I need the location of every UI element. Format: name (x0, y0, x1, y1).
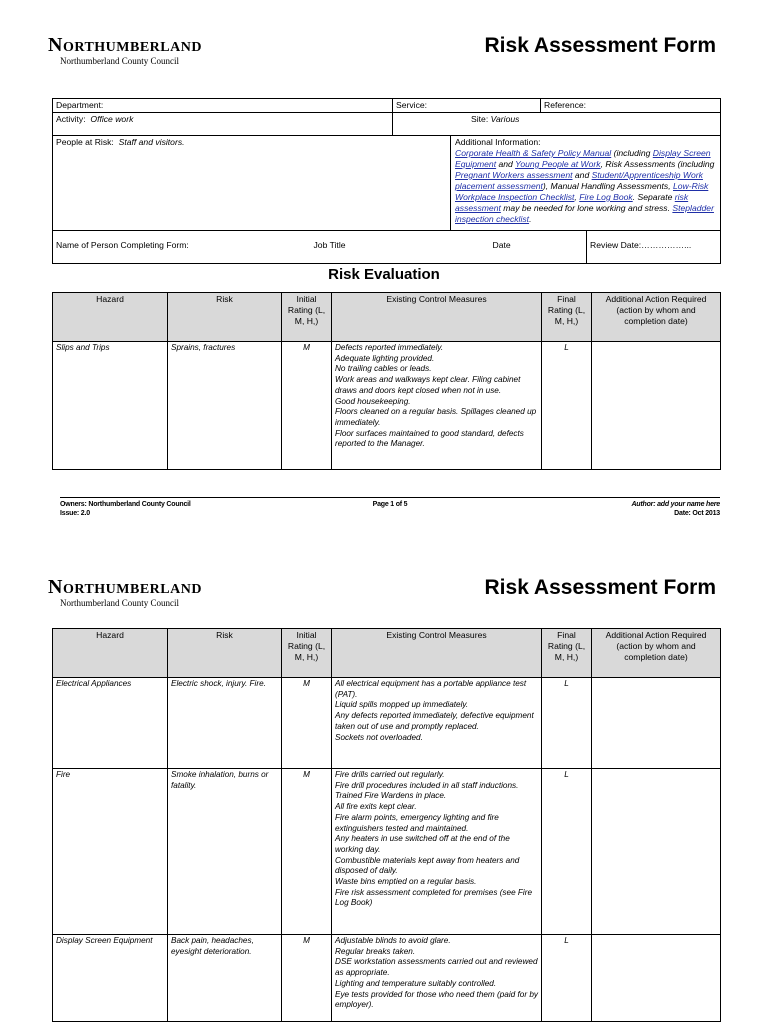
logo-brand: Northumberland (48, 576, 202, 598)
control-measure: Defects reported immediately. (335, 343, 444, 352)
control-measure: Waste bins emptied on a regular basis. (335, 877, 477, 887)
control-measure: Lighting and temperature suitably controlled. (335, 978, 497, 988)
activity-value: Office work (90, 114, 134, 124)
control-measure: Trained Fire Wardens in place. (335, 791, 447, 801)
additional-info-label: Additional Information: (455, 137, 541, 147)
final-rating-cell[interactable]: L (542, 769, 592, 935)
control-measure: Work areas and walkways kept clear. Filing cabinet draws and doors kept closed when not in use. (335, 375, 521, 395)
control-measures-cell[interactable] (332, 342, 542, 470)
header-final-rating: Final Rating (L, M, H,) (542, 293, 592, 342)
header-risk: Risk (168, 293, 282, 342)
link-health-safety-manual[interactable]: Corporate Health & Safety Policy Manual (455, 148, 612, 158)
header-initial-rating: Initial Rating (L, M, H,) (282, 629, 332, 678)
risk-table-page-2 (52, 628, 721, 1022)
service-field[interactable]: Service: (393, 99, 541, 113)
site-value: Various (490, 114, 520, 124)
link-young-people-at-work[interactable]: Young People at Work (515, 159, 601, 169)
reference-field[interactable]: Reference: (541, 99, 721, 113)
header-risk: Risk (168, 629, 282, 678)
control-measure: Combustible materials kept away from heaters and disposed of daily. (335, 855, 520, 876)
additional-information-field: Additional Information: Corporate Health & Safety Policy Manual (including Display Screen Equipment and Young People at Work, Risk Assessments (including Pregnant Workers assessment and Student/Apprenticeship Work placement assessment), Manual Handling Assessments, Low-Risk Workplace Inspection Checklist, Fire Log Book. Separate risk assessment may be needed for lone working and stress. Stepladder inspection checklist. (451, 136, 721, 231)
final-rating-cell[interactable]: L (542, 678, 592, 769)
control-measure: Floor surfaces maintained to good standard, defects reported to the Manager. (335, 428, 524, 449)
link-pregnant-workers[interactable]: Pregnant Workers assessment (455, 170, 573, 180)
table-row (53, 935, 721, 1022)
control-measure: All fire exits kept clear. (335, 802, 417, 812)
risk-cell[interactable]: Smoke inhalation, burns or fatality. (168, 769, 282, 935)
people-value: Staff and visitors. (118, 137, 185, 147)
date-field[interactable]: Date (451, 231, 587, 264)
header-hazard: Hazard (53, 629, 168, 678)
initial-rating-cell[interactable]: M (282, 935, 332, 1022)
control-measure: No trailing cables or leads. (335, 364, 432, 374)
header-initial-rating: Initial Rating (L, M, H,) (282, 293, 332, 342)
council-logo (48, 34, 202, 67)
link-display-screen-equipment[interactable]: Display Screen Equipment (455, 148, 711, 169)
footer-author: Author: add your name here (631, 501, 720, 508)
control-measure: Adjustable blinds to avoid glare. (335, 936, 451, 945)
initial-rating-cell[interactable]: M (282, 769, 332, 935)
activity-field[interactable]: Activity: Office work (53, 113, 393, 136)
control-measure: Fire risk assessment completed for premises (see Fire Log Book) (335, 887, 533, 908)
table-row (53, 342, 721, 470)
review-date-field[interactable]: Review Date:……………... (587, 231, 721, 264)
form-title: Risk Assessment Form (484, 34, 716, 57)
risk-cell[interactable]: Back pain, headaches, eyesight deterioration. (168, 935, 282, 1022)
header-existing-controls: Existing Control Measures (332, 629, 542, 678)
control-measure: Good housekeeping. (335, 396, 411, 406)
logo-subtitle: Northumberland County Council (60, 56, 179, 66)
council-logo-page-2 (48, 576, 202, 609)
control-measures-cell[interactable] (332, 678, 542, 769)
additional-action-cell[interactable] (592, 935, 721, 1022)
control-measure: Any heaters in use switched off at the end of the working day. (335, 834, 510, 854)
person-completing-field[interactable]: Name of Person Completing Form: (53, 231, 311, 264)
footer-owners: Owners: Northumberland County Council (60, 501, 191, 508)
link-work-placement[interactable]: Student/Apprenticeship Work placement assessment (455, 170, 703, 191)
link-stepladder-checklist[interactable]: Stepladder inspection checklist (455, 203, 714, 224)
logo-subtitle: Northumberland County Council (60, 598, 179, 608)
initial-rating-cell[interactable]: M (282, 678, 332, 769)
control-measure: Adequate lighting provided. (335, 353, 435, 363)
control-measure: Eye tests provided for those who need them (paid for by employer). (335, 989, 538, 1010)
form-title-page-2: Risk Assessment Form (484, 576, 716, 599)
hazard-cell[interactable]: Display Screen Equipment (53, 935, 168, 1022)
control-measure: Floors cleaned on a regular basis. Spillages cleaned up immediately. (335, 407, 537, 427)
header-additional-action: Additional Action Required (action by whom and completion date) (592, 293, 721, 342)
link-fire-log-book[interactable]: Fire Log Book (579, 192, 633, 202)
header-hazard: Hazard (53, 293, 168, 342)
additional-action-cell[interactable] (592, 678, 721, 769)
initial-rating-cell[interactable]: M (282, 342, 332, 470)
page-footer (60, 497, 720, 518)
control-measure: Regular breaks taken. (335, 946, 416, 956)
header-final-rating: Final Rating (L, M, H,) (542, 629, 592, 678)
additional-action-cell[interactable] (592, 342, 721, 470)
job-title-field[interactable]: Job Title (311, 231, 451, 264)
hazard-cell[interactable]: Fire (53, 769, 168, 935)
risk-table-page-1 (52, 292, 721, 470)
table-row (53, 678, 721, 769)
header-existing-controls: Existing Control Measures (332, 293, 542, 342)
additional-action-cell[interactable] (592, 769, 721, 935)
hazard-cell[interactable]: Electrical Appliances (53, 678, 168, 769)
header-additional-action: Additional Action Required (action by whom and completion date) (592, 629, 721, 678)
control-measure: DSE workstation assessments carried out and reviewed as appropriate. (335, 957, 538, 978)
logo-brand: Northumberland (48, 34, 202, 56)
control-measure: Fire drills carried out regularly. (335, 770, 445, 779)
control-measure: All electrical equipment has a portable appliance test (PAT). (335, 679, 527, 699)
control-measure: Fire alarm points, emergency lighting and fire extinguishers tested and maintained. (335, 812, 499, 833)
risk-cell[interactable]: Sprains, fractures (168, 342, 282, 470)
department-field[interactable]: Department: (53, 99, 393, 113)
control-measure: Any defects reported immediately, defective equipment taken out of use and promptly replaced. (335, 711, 534, 731)
footer-date: Date: Oct 2013 (674, 510, 720, 517)
final-rating-cell[interactable]: L (542, 342, 592, 470)
control-measures-cell[interactable] (332, 769, 542, 935)
hazard-cell[interactable]: Slips and Trips (53, 342, 168, 470)
assessment-info-table (52, 98, 721, 264)
control-measure: Fire drill procedures included in all staff inductions. (335, 780, 519, 790)
risk-evaluation-title: Risk Evaluation (328, 266, 440, 283)
final-rating-cell[interactable]: L (542, 935, 592, 1022)
footer-issue: Issue: 2.0 (60, 510, 90, 517)
footer-page-number: Page 1 of 5 (372, 501, 408, 508)
people-at-risk-field[interactable]: People at Risk: Staff and visitors. (53, 136, 451, 231)
control-measure: Liquid spills mopped up immediately. (335, 700, 469, 710)
site-field[interactable]: Site: Various (393, 113, 721, 136)
link-inspection-checklist[interactable]: Low-Risk Workplace Inspection Checklist (455, 181, 709, 202)
link-risk-assessment[interactable]: risk assessment (455, 192, 689, 213)
table-row (53, 769, 721, 935)
control-measure: Sockets not overloaded. (335, 732, 423, 742)
control-measures-cell[interactable] (332, 935, 542, 1022)
risk-cell[interactable]: Electric shock, injury. Fire. (168, 678, 282, 769)
